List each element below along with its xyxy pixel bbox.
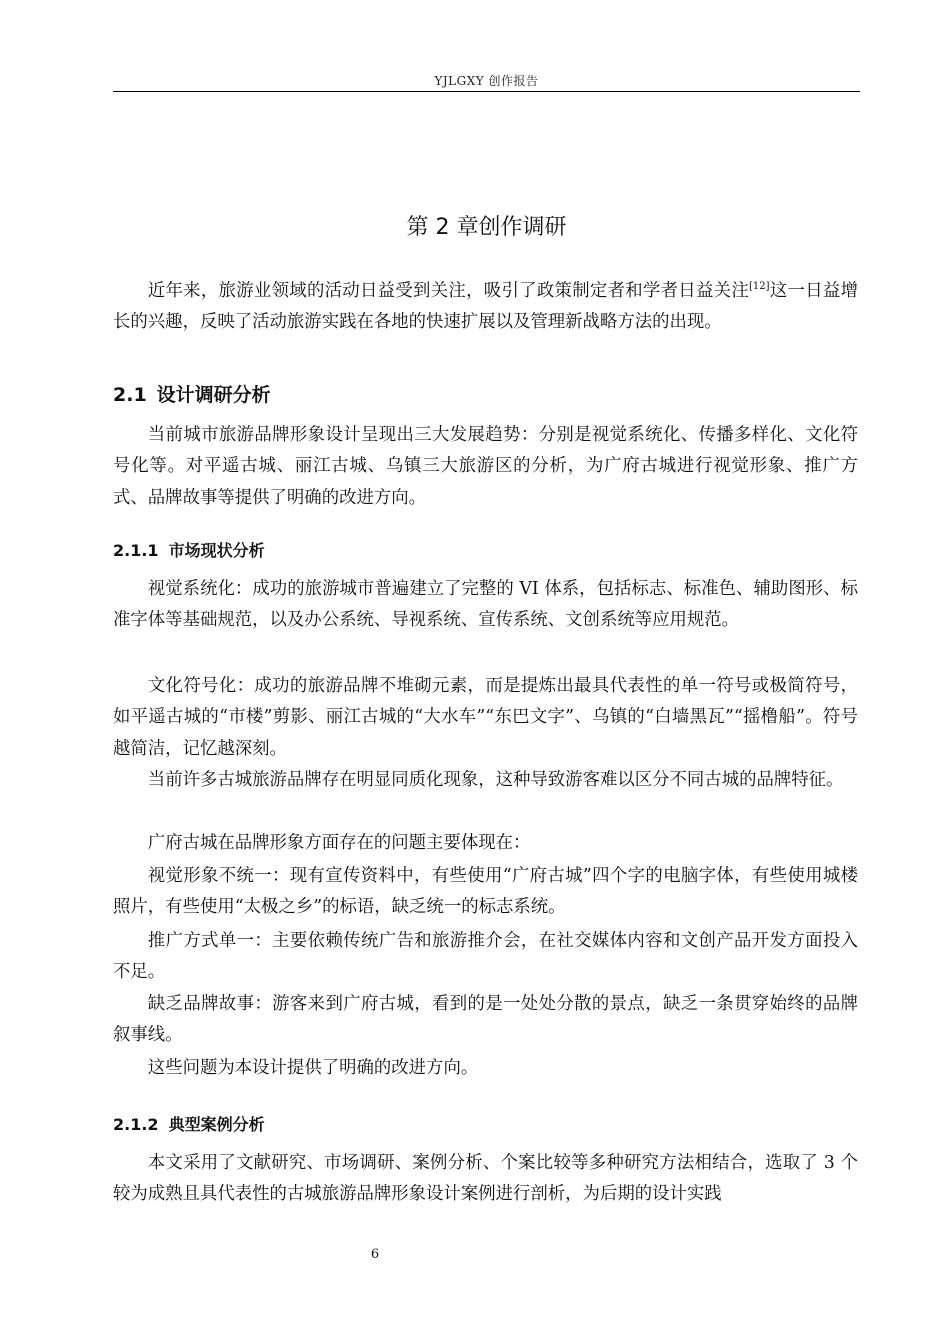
paragraph-brand-story: 缺乏品牌故事：游客来到广府古城，看到的是一处处分散的景点，缺乏一条贯穿始终的品牌叙事线。 — [113, 994, 858, 1046]
section-title: 设计调研分析 — [156, 384, 271, 406]
paragraph-homogeneity: 当前许多古城旅游品牌存在明显同质化现象，这种导致游客难以区分不同古城的品牌特征。 — [147, 770, 844, 790]
intro-text-after: 这一日益增长的兴趣，反映了活动旅游实践在各地的快速扩展以及管理新战略方法的出现。 — [113, 281, 858, 333]
header-divider — [113, 91, 860, 92]
section-heading-2-1-2 — [113, 1112, 265, 1135]
running-header: YJLGXY 创作报告 — [434, 74, 539, 88]
section-title: 典型案例分析 — [168, 1115, 265, 1134]
chapter-title: 第 2 章创作调研 — [406, 215, 567, 240]
paragraph-cultural-symbol: 文化符号化：成功的旅游品牌不堆砌元素，而是提炼出最具代表性的单一符号或极简符号，如平遥古城的“市楼”剪影、丽江古城的“大水车”“东巴文字”、乌镇的“白墙黑瓦”“摇橹船”。符号越简洁，记忆越深刻。 — [113, 676, 858, 759]
section-title: 市场现状分析 — [168, 541, 265, 560]
paragraph-problems-intro: 广府古城在品牌形象方面存在的问题主要体现在： — [147, 833, 531, 853]
paragraph-visual-inconsistency: 视觉形象不统一：现有宣传资料中，有些使用“广府古城”四个字的电脑字体，有些使用城楼照片，有些使用“太极之乡”的标语，缺乏统一的标志系统。 — [113, 866, 858, 918]
citation-ref: [12] — [749, 281, 770, 292]
paragraph-conclusion: 这些问题为本设计提供了明确的改进方向。 — [147, 1058, 479, 1078]
intro-text-before: 近年来，旅游业领域的活动日益受到关注，吸引了政策制定者和学者日益关注 — [147, 281, 750, 301]
intro-paragraph — [113, 276, 858, 339]
paragraph-visual-system: 视觉系统化：成功的旅游城市普遍建立了完整的 VI 体系，包括标志、标准色、辅助图形、标准字体等基础规范，以及办公系统、导视系统、宣传系统、文创系统等应用规范。 — [113, 579, 858, 631]
section-2-1-2-paragraph: 本文采用了文献研究、市场调研、案例分析、个案比较等多种研究方法相结合，选取了 3 个较为成熟且具代表性的古城旅游品牌形象设计案例进行剖析，为后期的设计实践 — [113, 1153, 858, 1205]
section-number: 2.1.2 — [113, 1115, 159, 1134]
section-number: 2.1 — [113, 384, 147, 406]
section-2-1-paragraph: 当前城市旅游品牌形象设计呈现出三大发展趋势：分别是视觉系统化、传播多样化、文化符号化等。对平遥古城、丽江古城、乌镇三大旅游区的分析，为广府古城进行视觉形象、推广方式、品牌故事等提供了明确的改进方向。 — [113, 425, 858, 508]
paragraph-single-promotion: 推广方式单一：主要依赖传统广告和旅游推介会，在社交媒体内容和文创产品开发方面投入不足。 — [113, 931, 858, 983]
section-heading-2-1 — [113, 380, 271, 407]
page-number: 6 — [370, 1247, 380, 1262]
section-heading-2-1-1 — [113, 538, 265, 561]
section-number: 2.1.1 — [113, 541, 159, 560]
